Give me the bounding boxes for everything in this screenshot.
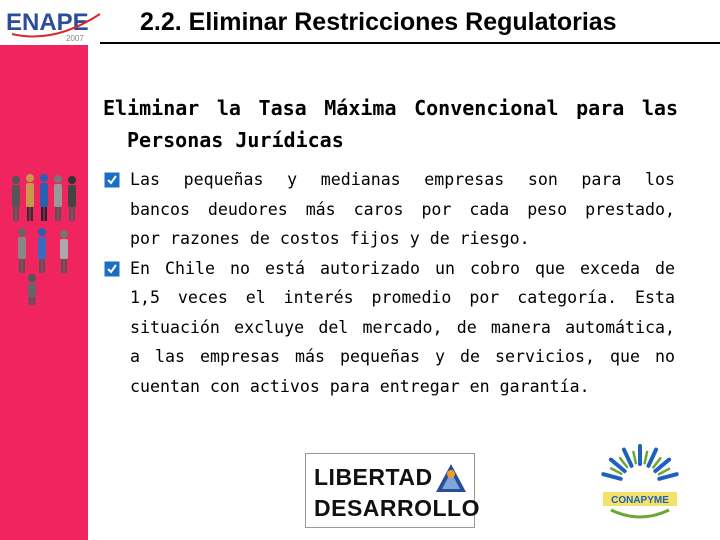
checkbox-bullet-icon <box>104 172 120 188</box>
triangle-logo-icon <box>434 462 468 496</box>
checkbox-bullet-icon <box>104 261 120 277</box>
desarrollo-logo-text: DESARROLLO <box>314 495 480 521</box>
bullet-item <box>103 254 675 402</box>
bullet-line: Las pequeñas y medianas empresas son para los <box>130 170 675 189</box>
bullet-list <box>103 165 675 401</box>
enape-logo-text: ENAPE <box>6 9 89 36</box>
title-underline <box>100 42 720 44</box>
enape-logo-year: 2007 <box>66 34 84 43</box>
bullet-line: 1,5 veces el interés promedio por categoría. Esta <box>130 288 675 307</box>
bullet-line: En Chile no está autorizado un cobro que exceda de <box>130 258 675 278</box>
bullet-line: a las empresas más pequeñas y de servicios, que no <box>130 347 675 366</box>
bullet-line: por razones de costos fijos y de riesgo. <box>130 229 530 248</box>
slide-title: 2.2. Eliminar Restricciones Regulatorias <box>140 8 617 36</box>
bullet-line: bancos deudores más caros por cada peso prestado, <box>130 199 675 219</box>
heading-line-1: Eliminar la Tasa Máxima Convencional para las <box>103 96 678 120</box>
bullet-item <box>103 165 675 254</box>
libertad-logo-text: LIBERTAD <box>314 464 433 490</box>
conapyme-logo <box>595 440 685 525</box>
libertad-desarrollo-logo <box>305 453 480 528</box>
heading-line-2: Personas Jurídicas <box>127 128 344 152</box>
section-heading <box>103 92 678 156</box>
bullet-line: cuentan con activos para entregar en garantía. <box>130 376 590 396</box>
enape-logo <box>4 4 104 44</box>
workers-illustration <box>2 170 88 305</box>
conapyme-logo-text: CONAPYME <box>611 495 669 506</box>
bullet-line: situación excluye del mercado, de manera automática, <box>130 317 675 337</box>
